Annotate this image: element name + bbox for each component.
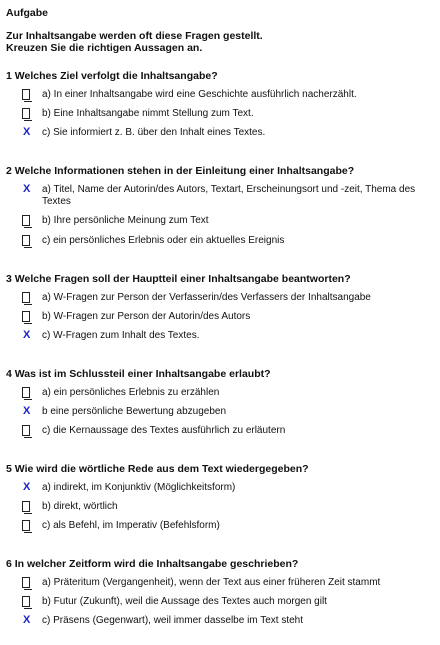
empty-checkbox-icon bbox=[22, 235, 30, 246]
option-label: a) indirekt, im Konjunktiv (Möglichkeitsform) bbox=[42, 482, 236, 493]
instructions bbox=[6, 30, 263, 54]
checkbox[interactable] bbox=[22, 108, 36, 122]
option-label: a) ein persönliches Erlebnis zu erzählen bbox=[42, 387, 220, 398]
cross-mark-icon: X bbox=[23, 614, 31, 626]
option-label: b) direkt, wörtlich bbox=[42, 501, 118, 512]
checkbox[interactable] bbox=[22, 520, 36, 534]
option-label: a) In einer Inhaltsangabe wird eine Geschichte ausführlich nacherzählt. bbox=[42, 89, 357, 100]
checkbox[interactable] bbox=[22, 215, 36, 229]
checkbox[interactable] bbox=[22, 89, 36, 103]
option-label: c) als Befehl, im Imperativ (Befehlsform) bbox=[42, 520, 220, 531]
empty-checkbox-icon bbox=[22, 425, 30, 436]
checkbox[interactable] bbox=[22, 482, 36, 496]
checkbox[interactable] bbox=[22, 425, 36, 439]
empty-checkbox-icon bbox=[22, 501, 30, 512]
checkbox[interactable] bbox=[22, 406, 36, 420]
option-label: b) Ihre persönliche Meinung zum Text bbox=[42, 215, 209, 226]
empty-checkbox-icon bbox=[22, 292, 30, 303]
option-label: b eine persönliche Bewertung abzugeben bbox=[42, 406, 227, 417]
option-label: a) Titel, Name der Autorin/des Autors, Textart, Erscheinungsort und -zeit, Thema des Textes bbox=[42, 184, 416, 207]
question-1: 1 Welches Ziel verfolgt die Inhaltsangabe? bbox=[6, 70, 218, 82]
question-5: 5 Wie wird die wörtliche Rede aus dem Text wiedergegeben? bbox=[6, 463, 309, 475]
option-label: c) W-Fragen zum Inhalt des Textes. bbox=[42, 330, 200, 341]
empty-checkbox-icon bbox=[22, 108, 30, 119]
instructions-line-1: Zur Inhaltsangabe werden oft diese Fragen gestellt. bbox=[6, 30, 263, 42]
question-4: 4 Was ist im Schlussteil einer Inhaltsangabe erlaubt? bbox=[6, 368, 271, 380]
checkbox[interactable] bbox=[22, 501, 36, 515]
empty-checkbox-icon bbox=[22, 520, 30, 531]
checkbox[interactable] bbox=[22, 330, 36, 344]
question-2: 2 Welche Informationen stehen in der Einleitung einer Inhaltsangabe? bbox=[6, 165, 355, 177]
checkbox[interactable] bbox=[22, 127, 36, 141]
option-label: b) Futur (Zukunft), weil die Aussage des Textes auch morgen gilt bbox=[42, 596, 327, 607]
option-label: b) W-Fragen zur Person der Autorin/des Autors bbox=[42, 311, 251, 322]
checkbox[interactable] bbox=[22, 311, 36, 325]
option-label: c) die Kernaussage des Textes ausführlich zu erläutern bbox=[42, 425, 286, 436]
empty-checkbox-icon bbox=[22, 89, 30, 100]
option-label: b) Eine Inhaltsangabe nimmt Stellung zum Text. bbox=[42, 108, 254, 119]
checkbox[interactable] bbox=[22, 184, 36, 198]
cross-mark-icon: X bbox=[23, 481, 31, 493]
question-6: 6 In welcher Zeitform wird die Inhaltsangabe geschrieben? bbox=[6, 558, 299, 570]
checkbox[interactable] bbox=[22, 596, 36, 610]
instructions-line-2: Kreuzen Sie die richtigen Aussagen an. bbox=[6, 42, 203, 54]
question-3: 3 Welche Fragen soll der Hauptteil einer Inhaltsangabe beantworten? bbox=[6, 273, 351, 285]
empty-checkbox-icon bbox=[22, 311, 30, 322]
cross-mark-icon: X bbox=[23, 405, 31, 417]
cross-mark-icon: X bbox=[23, 183, 31, 195]
cross-mark-icon: X bbox=[23, 126, 31, 138]
empty-checkbox-icon bbox=[22, 596, 30, 607]
checkbox[interactable] bbox=[22, 615, 36, 629]
option-label: c) Sie informiert z. B. über den Inhalt eines Textes. bbox=[42, 127, 266, 138]
option-label: a) W-Fragen zur Person der Verfasserin/des Verfassers der Inhaltsangabe bbox=[42, 292, 371, 303]
checkbox[interactable] bbox=[22, 577, 36, 591]
option-label: c) ein persönliches Erlebnis oder ein aktuelles Ereignis bbox=[42, 235, 285, 246]
option-label: c) Präsens (Gegenwart), weil immer dasselbe im Text steht bbox=[42, 615, 304, 626]
checkbox[interactable] bbox=[22, 387, 36, 401]
cross-mark-icon: X bbox=[23, 329, 31, 341]
empty-checkbox-icon bbox=[22, 215, 30, 226]
checkbox[interactable] bbox=[22, 235, 36, 249]
option-label: a) Präteritum (Vergangenheit), wenn der Text aus einer früheren Zeit stammt bbox=[42, 577, 381, 588]
empty-checkbox-icon bbox=[22, 577, 30, 588]
page-title: Aufgabe bbox=[6, 7, 48, 19]
checkbox[interactable] bbox=[22, 292, 36, 306]
empty-checkbox-icon bbox=[22, 387, 30, 398]
